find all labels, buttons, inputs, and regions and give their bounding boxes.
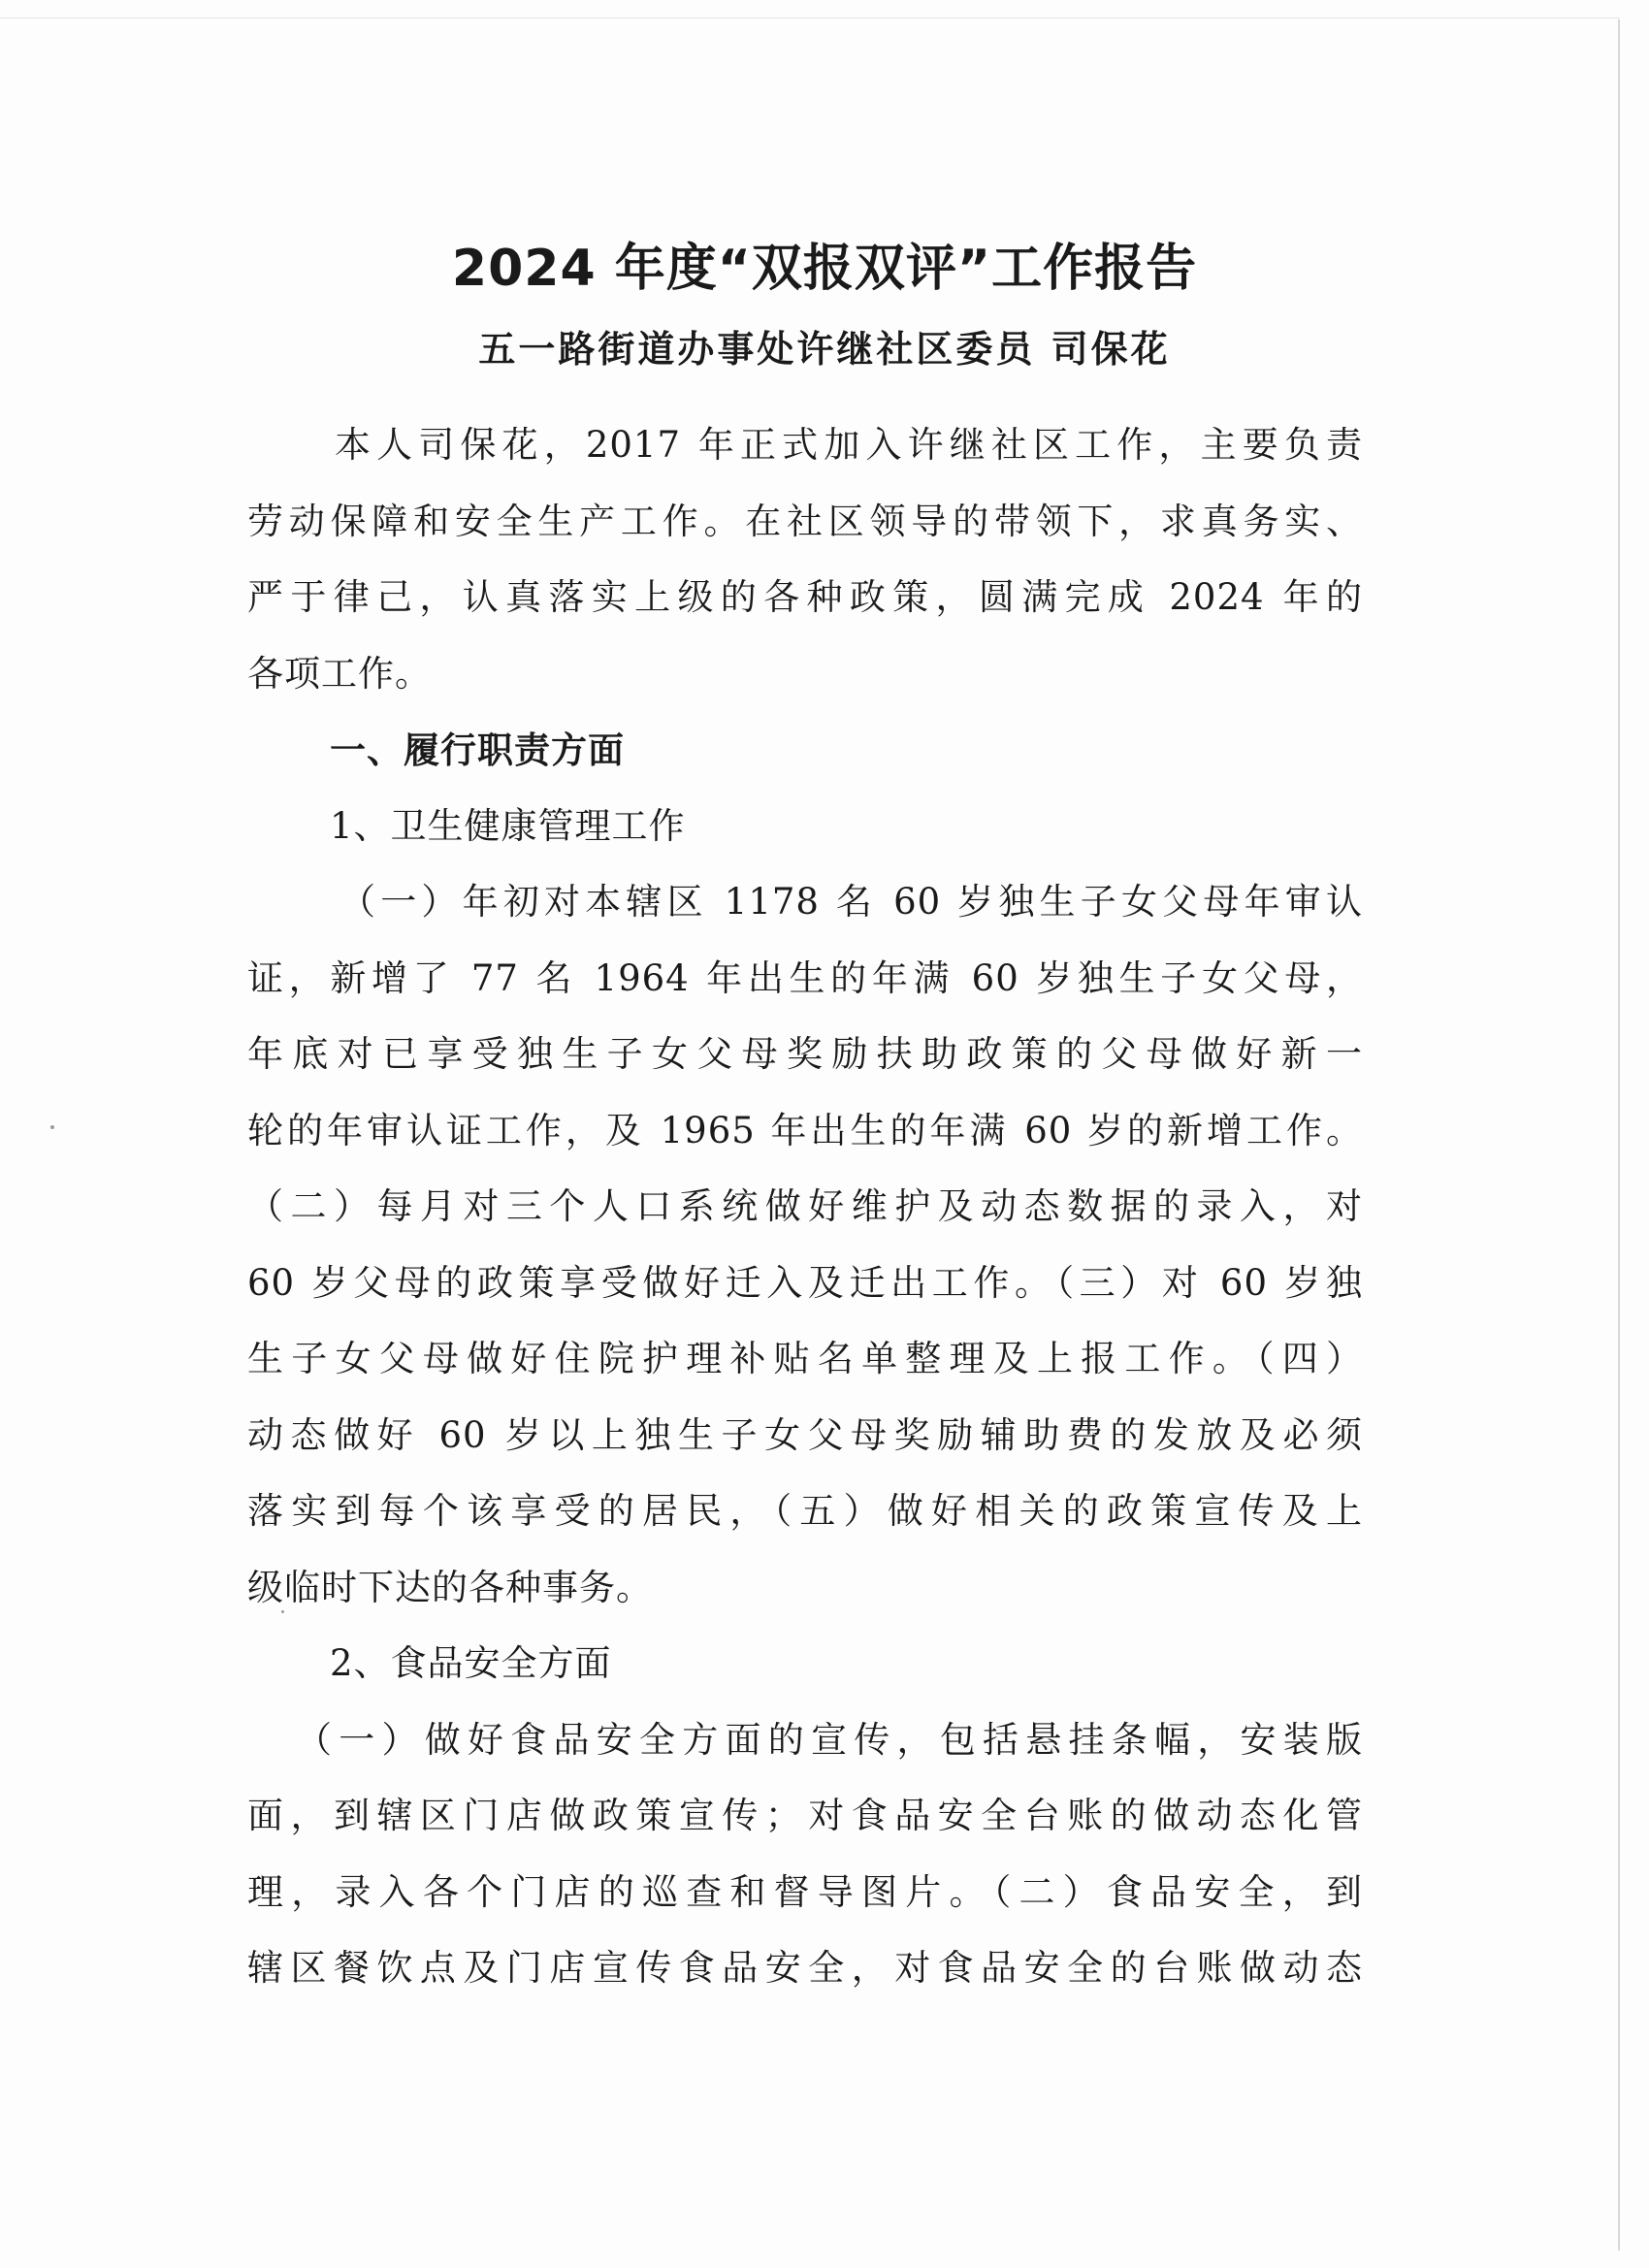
paragraph-line: （一）做好食品安全方面的宣传，包括悬挂条幅，安装版: [296, 1718, 1363, 1761]
paragraph-line: 轮的年审认证工作，及 1965 年出生的年满 60 岁的新增工作。: [247, 1109, 1363, 1151]
paragraph-line: （二）每月对三个人口系统做好维护及动态数据的录入，对: [247, 1185, 1363, 1227]
paragraph-line: 面，到辖区门店做政策宣传；对食品安全台账的做动态化管: [247, 1795, 1363, 1836]
paragraph-line: 60 岁父母的政策享受做好迁入及迁出工作。（三）对 60 岁独: [247, 1261, 1363, 1304]
paragraph-line: 严于律己，认真落实上级的各种政策，圆满完成 2024 年的: [247, 576, 1363, 618]
paragraph-line: 辖区餐饮点及门店宣传食品安全，对食品安全的台账做动态: [247, 1947, 1363, 1989]
document-body: [247, 407, 1363, 2007]
paragraph-line: （一）年初对本辖区 1178 名 60 岁独生子女父母年审认: [340, 881, 1363, 923]
section-heading: 一、履行职责方面: [330, 729, 625, 771]
document-subtitle: 五一路街道办事处许继社区委员 司保花: [478, 327, 1171, 371]
paragraph-line: 生子女父母做好住院护理补贴名单整理及上报工作。（四）: [247, 1338, 1363, 1379]
paragraph-line: 级临时下达的各种事务。: [247, 1566, 653, 1608]
paragraph-line: 理，录入各个门店的巡查和督导图片。（二）食品安全，到: [247, 1870, 1363, 1913]
subsection-heading: 1、卫生健康管理工作: [330, 804, 686, 847]
paragraph-line: 年底对已享受独生子女父母奖励扶助政策的父母做好新一: [247, 1033, 1363, 1075]
subsection-heading: 2、食品安全方面: [330, 1642, 612, 1684]
document-title: 2024 年度“双报双评”工作报告: [451, 240, 1198, 298]
paragraph-line: 证，新增了 77 名 1964 年出生的年满 60 岁独生子女父母，: [247, 956, 1363, 999]
paragraph-line: 劳动保障和安全生产工作。在社区领导的带领下，求真务实、: [247, 500, 1363, 542]
paragraph-line: 各项工作。: [247, 652, 432, 695]
paragraph-line: 落实到每个该享受的居民，（五）做好相关的政策宣传及上: [247, 1490, 1363, 1532]
paragraph-line: 动态做好 60 岁以上独生子女父母奖励辅助费的发放及必须: [247, 1413, 1363, 1456]
paragraph-line: 本人司保花，2017 年正式加入许继社区工作，主要负责: [335, 424, 1363, 466]
scan-speck: [50, 1125, 54, 1129]
scan-edge-top: [0, 17, 1620, 18]
